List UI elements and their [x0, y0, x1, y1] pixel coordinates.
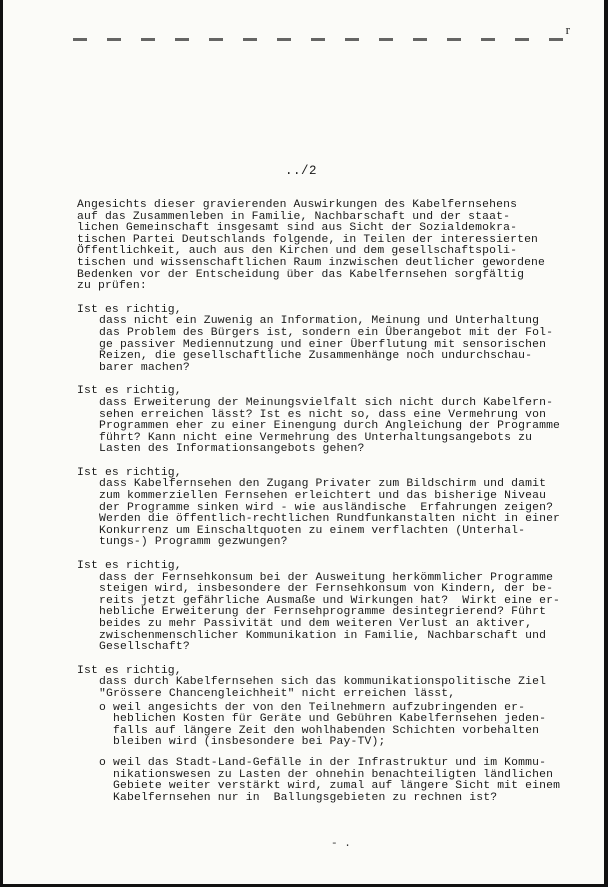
bullet-list	[99, 703, 597, 805]
section-body: dass Erweiterung der Meinungsvielfalt sich nicht durch Kabelfern- sehen erreichen lässt? Ist es nicht so, dass eine Vermehrung von Programmen eher zu einer Einengung durch Angleichung der Programme führt? Kann nicht eine Vermehrung des Unterhaltungsangebots zu Lasten des Informationsangebots gehen?	[99, 396, 561, 456]
page-number: ../2	[285, 164, 318, 178]
section-body: dass durch Kabelfernsehen sich das kommunikationspolitische Ziel "Grössere Chancengleichheit" nicht erreichen lässt,	[99, 676, 547, 700]
document-body	[77, 200, 597, 813]
section-heading: Ist es richtig,	[77, 303, 182, 316]
scan-edge-marks	[73, 38, 564, 41]
list-item	[99, 758, 597, 804]
bullet-marker: o	[99, 701, 106, 714]
intro-paragraph: Angesichts dieser gravierenden Auswirkungen des Kabelfernsehens auf das Zusammenleben in Familie, Nachbarschaft und der staat- lichen Gemeinschaft insgesamt sind aus Sicht der Sozialdemokra- tischen Partei Deutschlands folgende, in Teilen der interessierten Öffentlichkeit, auch aus den Kirchen und dem gesellschaftspoli- tischen und wissenschaftlichen Raum inzwischen deutlicher gewordene Bedenken vor der Entscheidung über das Kabelfernsehen sorgfältig zu prüfen:	[77, 199, 546, 293]
section-5	[77, 666, 597, 805]
bullet-text: weil angesichts der von den Teilnehmern aufzubringenden er- heblichen Kosten für Geräte und Gebühren Kabelfernsehen jeden- falls auf längere Zeit den wohlhabenden Schichten vorbehalten bleiben wird (insbesondere bei Pay-TV);	[113, 701, 547, 749]
bullet-marker: o	[99, 756, 106, 769]
section-heading: Ist es richtig,	[77, 466, 182, 479]
section-1	[77, 305, 597, 375]
section-4	[77, 561, 597, 654]
section-body: dass nicht ein Zuwenig an Information, Meinung und Unterhaltung das Problem des Bürgers ist, sondern ein Überangebot mit der Fol- ge passiver Mediennutzung und einer Überflutung mit sensorischen Reizen, die gesellschaftliche Zusammenhänge noch undurchschau- barer machen?	[99, 315, 554, 374]
section-3	[77, 468, 597, 549]
section-body: dass der Fernsehkonsum bei der Ausweitung herkömmlicher Programme steigen wird, insbesondere der Fernsehkonsum von Kindern, der be- reits jetzt gefährliche Ausmaße und Wirkungen hat? Wirkt eine er- hebliche Erweiterung der Fernsehprogramme desintegrierend? Führt beides zu mehr Passivität und dem weiteren Verlust an aktiver, zwischenmenschlicher Kommunikation in Familie, Nachbarschaft und Gesellschaft?	[99, 571, 561, 654]
section-2	[77, 386, 597, 456]
list-item	[99, 703, 597, 749]
section-heading: Ist es richtig,	[77, 664, 182, 677]
bullet-text: weil das Stadt-Land-Gefälle in der Infrastruktur und im Kommu- nikationswesen zu Lasten der ohnehin benachteiligten ländlichen Gebiete weiter verstärkt wird, zumal auf längere Sicht mit einem Kabelfernsehen nur in Ballungsgebieten zu rechnen ist?	[113, 756, 561, 804]
section-heading: Ist es richtig,	[77, 560, 182, 573]
section-heading: Ist es richtig,	[77, 385, 182, 398]
section-body: dass Kabelfernsehen den Zugang Privater zum Bildschirm und damit zum kommerziellen Fernsehen erleichtert und das bisherige Niveau der Programme sinken wird - wie ausländische Erfahrungen zeigen? Werden die öffentlich-rechtlichen Rundfunkanstalten nicht in einer Konkurrenz um Einschaltquoten zu einem verflachten (Unterhal- tungs-) Programm gezwungen?	[99, 478, 561, 549]
corner-mark: r	[565, 22, 570, 37]
bottom-mark: - .	[331, 838, 351, 850]
